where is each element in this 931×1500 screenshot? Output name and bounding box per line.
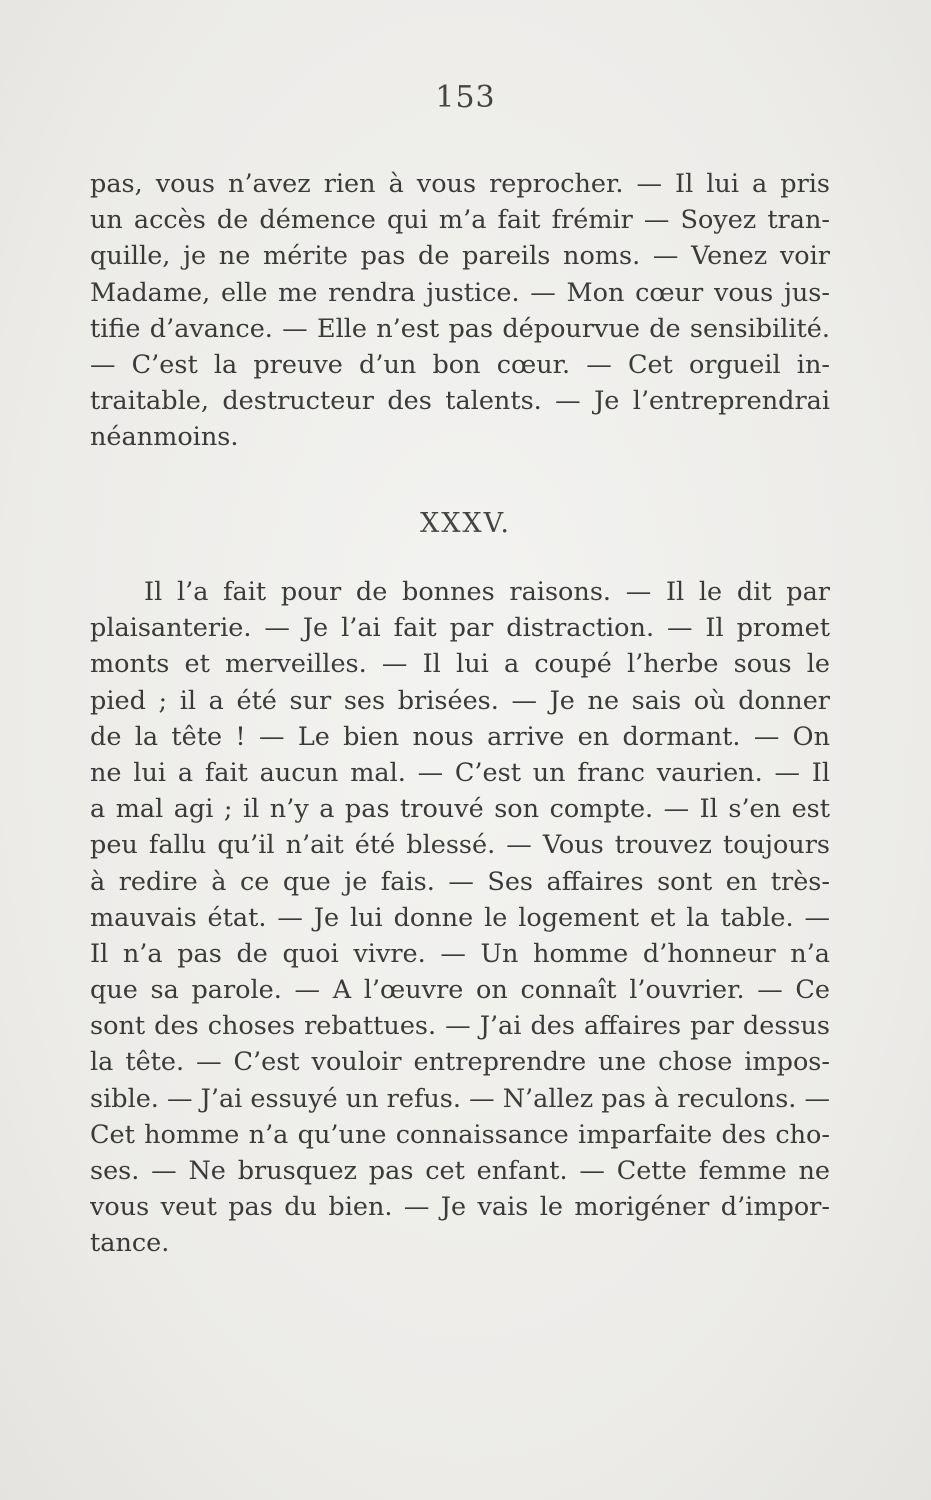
text-line: tifie d’avance. — Elle n’est pas dépourvue de sensibilité. [90,313,830,344]
paragraph-continued [90,166,830,456]
text-line: de la tête ! — Le bien nous arrive en dormant. — On [90,721,830,752]
text-line: mauvais état. — Je lui donne le logement et la table. — [90,902,830,933]
text-line: plaisanterie. — Je l’ai fait par distraction. — Il promet [90,613,830,644]
text-line: Il l’a fait pour de bonnes raisons. — Il le dit par [144,577,830,607]
text-line: à redire à ce que je fais. — Ses affaires sont en très- [90,866,830,897]
text-line: peu fallu qu’il n’ait été blessé. — Vous trouvez toujours [90,830,830,861]
text-line: pied ; il a été sur ses brisées. — Je ne sais où donner [90,685,830,716]
text-line: néanmoins. [90,422,239,453]
text-line: quille, je ne mérite pas de pareils noms. — Venez voir [90,241,830,272]
text-line: a mal agi ; il n’y a pas trouvé son compte. — Il s’en est [90,794,830,825]
text-line: vous veut pas du bien. — Je vais le morigéner d’impor- [90,1192,830,1223]
page-number: 153 [435,80,496,115]
text-line: — C’est la preuve d’un bon cœur. — Cet orgueil in- [90,349,830,380]
text-line: la tête. — C’est vouloir entreprendre une chose impos- [90,1047,830,1078]
text-line: monts et merveilles. — Il lui a coupé l’herbe sous le [90,649,830,680]
text-line: tance. [90,1228,170,1259]
text-line: Cet homme n’a qu’une connaissance imparfaite des cho- [90,1119,830,1150]
text-line: Madame, elle me rendra justice. — Mon cœur vous jus- [90,277,830,308]
text-line: sont des choses rebattues. — J’ai des affaires par dessus [90,1011,830,1042]
text-line: que sa parole. — A l’œuvre on connaît l’ouvrier. — Ce [90,975,830,1006]
text-line: ne lui a fait aucun mal. — C’est un franc vaurien. — Il [90,757,830,788]
text-line: un accès de démence qui m’a fait frémir — Soyez tran- [90,205,830,236]
text-line: Il n’a pas de quoi vivre. — Un homme d’honneur n’a [90,938,830,969]
text-line: traitable, destructeur des talents. — Je l’entreprendrai [90,386,830,417]
text-line: ses. — Ne brusquez pas cet enfant. — Cette femme ne [90,1156,830,1186]
section-heading: XXXV. [419,508,512,539]
paragraph-xxxv [90,574,830,1262]
text-line: pas, vous n’avez rien à vous reprocher. — Il lui a pris [90,169,830,199]
text-line: sible. — J’ai essuyé un refus. — N’allez pas à reculons. — [90,1083,830,1114]
